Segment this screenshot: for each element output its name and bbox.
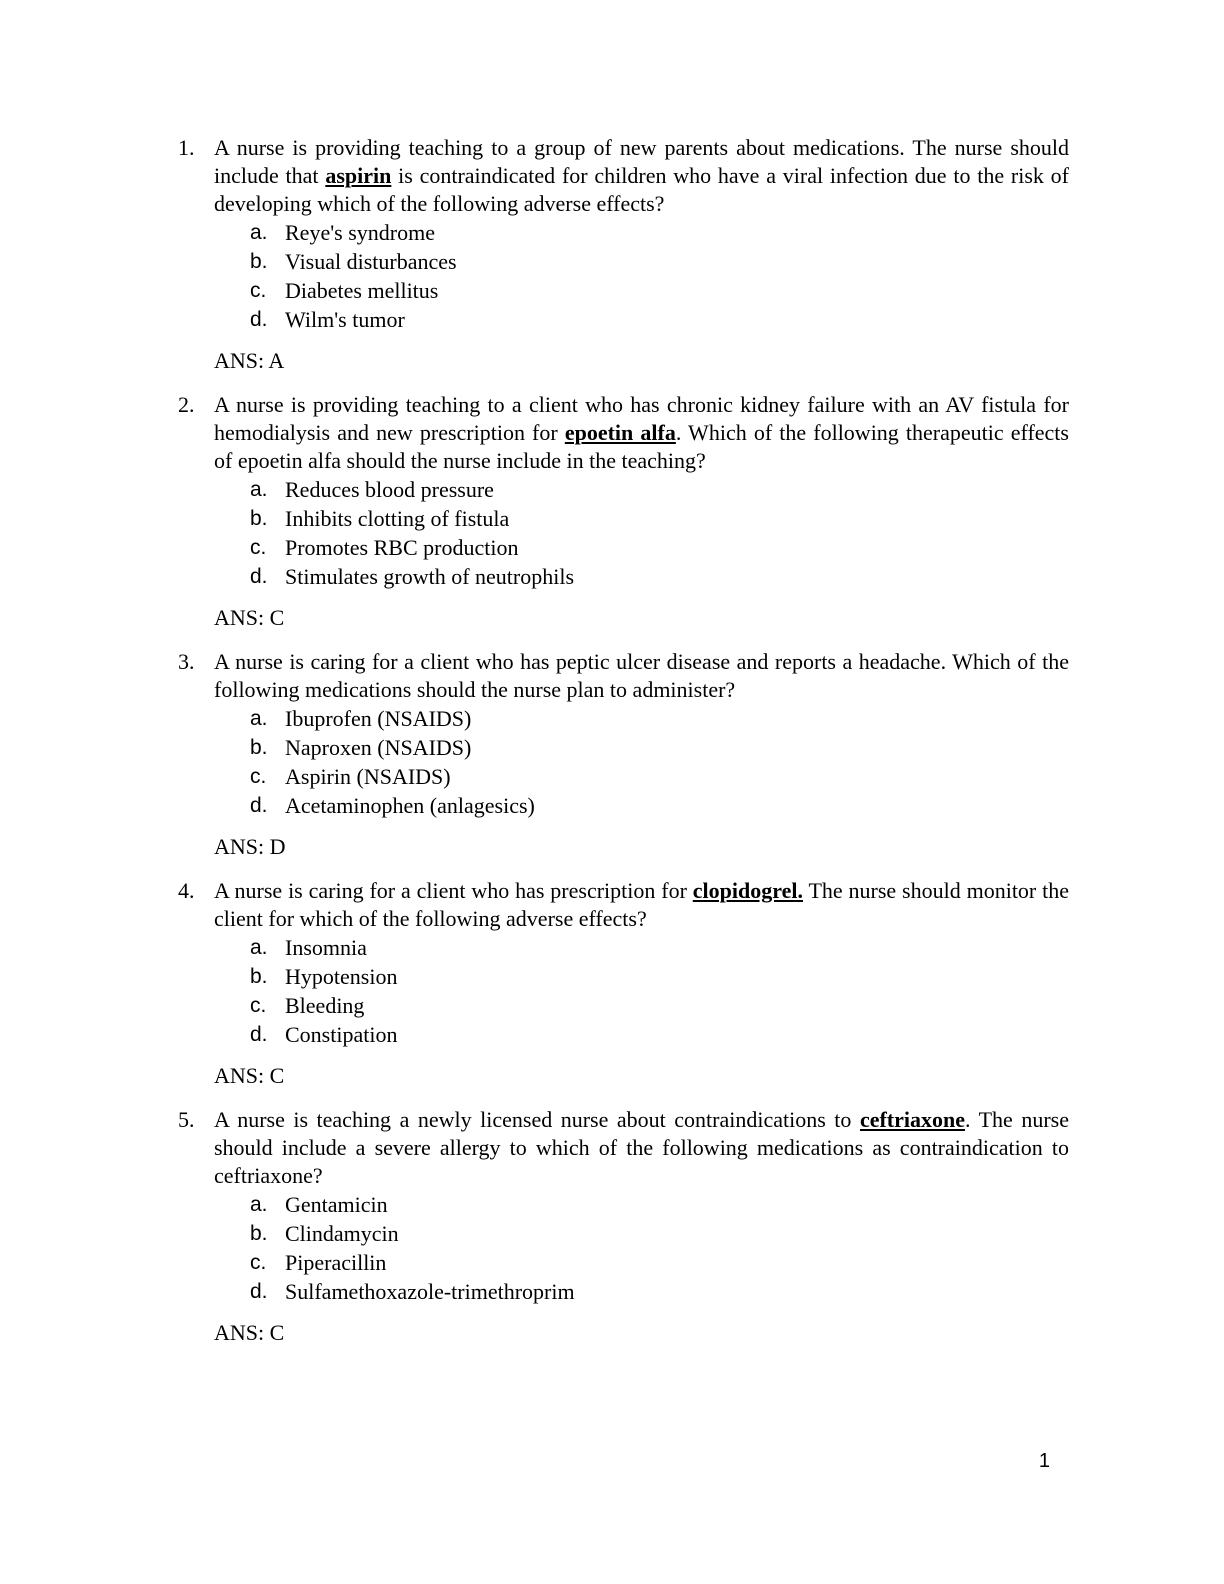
option-text: Reye's syndrome [285,220,435,245]
option-letter: a. [250,936,268,959]
option-text: Sulfamethoxazole-trimethroprim [285,1279,575,1304]
option-letter: c. [250,765,267,788]
option-letter: a. [250,221,268,244]
question-text [214,648,1069,704]
question-text-segment: A nurse is caring for a client who has prescription for [214,878,693,903]
answer-key: ANS: C [214,1320,285,1345]
option-b [0,504,1224,533]
answer-key: ANS: C [214,605,285,630]
option-text: Inhibits clotting of fistula [285,506,510,531]
question-4 [0,877,1224,1090]
question-text-segment: is contraindicated for children who have a viral infection due to the risk of developing which of the following adverse effects? [214,163,1070,216]
question-text [214,391,1069,475]
option-text: Bleeding [285,993,365,1018]
answer-options [0,218,1224,334]
question-2 [0,391,1224,632]
option-letter: b. [250,965,268,988]
question-text [214,134,1069,218]
option-b [0,247,1224,276]
answer-options [0,704,1224,820]
option-letter: b. [250,250,268,273]
question-list [0,134,1224,1363]
option-text: Insomnia [285,935,367,960]
option-letter: a. [250,478,268,501]
option-text: Aspirin (NSAIDS) [285,764,451,789]
option-text: Naproxen (NSAIDS) [285,735,472,760]
drug-name-emphasis: aspirin [325,163,392,188]
option-c [0,991,1224,1020]
option-b [0,1219,1224,1248]
option-letter: c. [250,536,267,559]
option-letter: b. [250,736,268,759]
option-letter: c. [250,279,267,302]
option-d [0,1020,1224,1049]
option-c [0,276,1224,305]
question-text [214,877,1069,933]
question-5 [0,1106,1224,1347]
option-a [0,933,1224,962]
option-letter: d. [250,1023,268,1046]
answer-options [0,933,1224,1049]
question-number: 2. [178,392,195,417]
option-letter: d. [250,308,268,331]
option-c [0,1248,1224,1277]
option-text: Constipation [285,1022,398,1047]
answer-options [0,475,1224,591]
option-text: Visual disturbances [285,249,457,274]
option-text: Gentamicin [285,1192,388,1217]
question-text-segment: . Which of the following therapeutic effects of epoetin alfa should the nurse include in the teaching? [214,420,1069,473]
option-c [0,533,1224,562]
option-b [0,733,1224,762]
option-text: Wilm's tumor [285,307,405,332]
question-text-segment: The nurse should monitor the client for which of the following adverse effects? [214,878,1070,931]
option-letter: c. [250,1251,267,1274]
question-text-segment: A nurse is caring for a client who has peptic ulcer disease and reports a headache. Which of the following medications should the nurse plan to administer? [214,649,1069,702]
question-number: 3. [178,649,195,674]
page-number: 1 [1038,1450,1050,1472]
option-text: Diabetes mellitus [285,278,439,303]
question-3 [0,648,1224,861]
option-text: Acetaminophen (anlagesics) [285,793,535,818]
option-c [0,762,1224,791]
option-d [0,562,1224,591]
option-b [0,962,1224,991]
option-text: Clindamycin [285,1221,399,1246]
question-text-segment: A nurse is providing teaching to a client who has chronic kidney failure with an AV fistula for hemodialysis and new prescription for [214,392,1069,445]
option-d [0,1277,1224,1306]
option-a [0,218,1224,247]
question-text-segment: A nurse is providing teaching to a group of new parents about medications. The nurse should include that [214,135,1069,188]
answer-options [0,1190,1224,1306]
option-d [0,305,1224,334]
question-1 [0,134,1224,375]
option-text: Hypotension [285,964,398,989]
option-letter: d. [250,794,268,817]
option-letter: b. [250,1222,268,1245]
drug-name-emphasis: epoetin alfa [564,420,676,445]
option-letter: a. [250,1193,268,1216]
question-text-segment: . The nurse should include a severe allergy to which of the following medications as contraindication to ceftriaxone? [214,1107,1069,1188]
question-text [214,1106,1069,1190]
answer-key: ANS: D [214,834,286,859]
drug-name-emphasis: ceftriaxone [859,1107,965,1132]
option-a [0,1190,1224,1219]
question-number: 5. [178,1107,195,1132]
answer-key: ANS: C [214,1063,285,1088]
option-text: Piperacillin [285,1250,387,1275]
drug-name-emphasis: clopidogrel. [692,878,803,903]
option-a [0,704,1224,733]
option-a [0,475,1224,504]
option-letter: d. [250,565,268,588]
option-letter: a. [250,707,268,730]
option-text: Reduces blood pressure [285,477,494,502]
option-text: Stimulates growth of neutrophils [285,564,575,589]
question-number: 4. [178,878,195,903]
question-number: 1. [178,135,195,160]
question-text-segment: A nurse is teaching a newly licensed nurse about contraindications to [214,1107,860,1132]
option-d [0,791,1224,820]
option-letter: d. [250,1280,268,1303]
option-letter: c. [250,994,267,1017]
answer-key: ANS: A [214,348,285,373]
option-text: Ibuprofen (NSAIDS) [285,706,472,731]
option-text: Promotes RBC production [285,535,519,560]
option-letter: b. [250,507,268,530]
